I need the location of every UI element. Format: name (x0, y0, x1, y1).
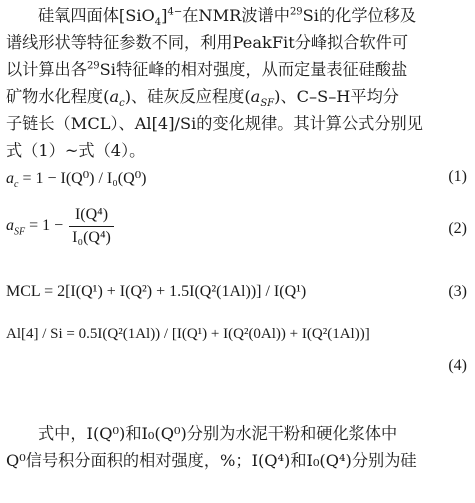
para-line-6: 式（1）~式（4）。 (6, 141, 146, 160)
formula-2-fraction: $\frac{\text{I(Q⁴)}}{\text{I₀(Q⁴)}}$ (69, 206, 114, 247)
definition-paragraph (6, 420, 469, 474)
para-line-1: 硅氧四面体$[SiO_4]^{4-}$在NMR波谱中$^{29}$Si的化学位移及 (38, 6, 417, 29)
formula-3 (6, 283, 469, 309)
formula-1-number: (1) (448, 168, 467, 185)
formula-3-expression: MCL = 2[I(Q¹) + I(Q²) + 1.5I(Q²(1Al))] / I(Q¹) (6, 283, 307, 300)
formula-1-expression: $a_c = 1 - I(Q^0) / I_0(Q^0)$ (6, 170, 147, 191)
intro-paragraph (6, 2, 469, 164)
formula-3-number: (3) (448, 283, 467, 300)
para2-line-1: 式中，I(Q⁰)和I₀(Q⁰)分别为水泥干粉和硬化浆体中 (38, 424, 398, 443)
formula-2-number: (2) (448, 220, 467, 237)
para2-line-2: Q⁰信号积分面积的相对强度，%；I(Q⁴)和I₀(Q⁴)分别为硅 (6, 451, 417, 470)
formula-4 (6, 326, 469, 386)
para-line-3: 以计算出各$^{29}$Si特征峰的相对强度，从而定量表征硅酸盐 (6, 60, 408, 79)
formula-4-expression: Al[4] / Si = 0.5I(Q²(1Al)) / [I(Q¹) + I(Q²(0Al)) + I(Q²(1Al))] (6, 326, 370, 342)
formula-2 (6, 206, 469, 266)
para-line-2: 谱线形状等特征参数不同，利用PeakFit分峰拟合软件可 (6, 33, 409, 52)
para-line-5: 子链长（MCL）、Al[4]/Si的变化规律。其计算公式分别见 (6, 114, 423, 133)
formula-2-expression: $a_{SF} = 1$ − $\frac{\text{I(Q⁴)}}{\text{I₀(Q⁴)}}$ (6, 206, 116, 247)
formula-1 (6, 168, 469, 194)
para-line-4: 矿物水化程度$(a_c)$、硅灰反应程度$(a_{SF})$、C–S–H平均分 (6, 87, 399, 110)
formula-4-number: (4) (448, 357, 467, 374)
